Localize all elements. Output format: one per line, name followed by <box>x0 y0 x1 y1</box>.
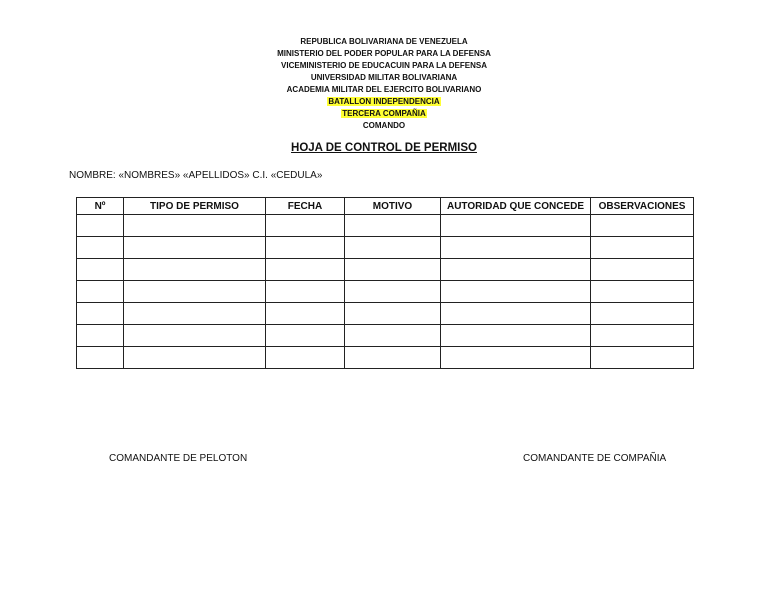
table-cell <box>345 347 441 369</box>
header-line-highlighted: BATALLON INDEPENDENCIA <box>328 97 440 106</box>
table-cell <box>124 303 266 325</box>
table-cell <box>124 281 266 303</box>
table-cell <box>345 259 441 281</box>
table-cell <box>441 325 591 347</box>
table-cell <box>124 237 266 259</box>
table-cell <box>124 325 266 347</box>
table-row <box>77 303 694 325</box>
table-cell <box>345 281 441 303</box>
header-line: ACADEMIA MILITAR DEL EJERCITO BOLIVARIANO <box>286 85 482 94</box>
column-header: TIPO DE PERMISO <box>124 198 266 215</box>
table-cell <box>124 215 266 237</box>
signature-left: COMANDANTE DE PELOTON <box>109 453 248 464</box>
table-cell <box>266 259 345 281</box>
table-cell <box>441 281 591 303</box>
header-line: COMANDO <box>362 121 406 130</box>
column-header: AUTORIDAD QUE CONCEDE <box>441 198 591 215</box>
table-cell <box>591 281 694 303</box>
table-cell <box>77 303 124 325</box>
column-header: MOTIVO <box>345 198 441 215</box>
table-cell <box>124 347 266 369</box>
table-cell <box>266 215 345 237</box>
table-cell <box>266 303 345 325</box>
table-cell <box>266 325 345 347</box>
table-row <box>77 215 694 237</box>
document-header <box>0 36 768 132</box>
table-cell <box>77 281 124 303</box>
header-line: VICEMINISTERIO DE EDUCACUIN PARA LA DEFENSA <box>281 61 487 70</box>
table-cell <box>77 215 124 237</box>
table-cell <box>591 215 694 237</box>
table-cell <box>77 259 124 281</box>
table-cell <box>345 303 441 325</box>
table-cell <box>345 215 441 237</box>
table-cell <box>77 347 124 369</box>
header-line: REPUBLICA BOLIVARIANA DE VENEZUELA <box>300 37 468 46</box>
header-line: UNIVERSIDAD MILITAR BOLIVARIANA <box>310 73 458 82</box>
table-cell <box>591 325 694 347</box>
table-row <box>77 259 694 281</box>
column-header: OBSERVACIONES <box>591 198 694 215</box>
table-cell <box>591 237 694 259</box>
table-cell <box>591 259 694 281</box>
table-header-row <box>77 198 694 215</box>
table-cell <box>441 237 591 259</box>
document-title: HOJA DE CONTROL DE PERMISO <box>291 142 477 154</box>
table-cell <box>441 347 591 369</box>
table-cell <box>266 281 345 303</box>
table-cell <box>345 237 441 259</box>
table-cell <box>77 325 124 347</box>
table-cell <box>124 259 266 281</box>
table-cell <box>591 303 694 325</box>
name-line: NOMBRE: «NOMBRES» «APELLIDOS» C.I. «CEDULA» <box>69 170 323 181</box>
table-row <box>77 237 694 259</box>
table-cell <box>441 259 591 281</box>
table-body <box>77 215 694 369</box>
table-cell <box>441 215 591 237</box>
column-header: Nº <box>77 198 124 215</box>
header-line-highlighted: TERCERA COMPAÑIA <box>342 109 426 118</box>
table-cell <box>266 237 345 259</box>
permission-control-table <box>76 197 694 369</box>
table-row <box>77 281 694 303</box>
table-cell <box>441 303 591 325</box>
table-row <box>77 325 694 347</box>
column-header: FECHA <box>266 198 345 215</box>
table-cell <box>77 237 124 259</box>
table-cell <box>266 347 345 369</box>
table-cell <box>591 347 694 369</box>
signature-right: COMANDANTE DE COMPAÑIA <box>523 453 667 464</box>
header-line: MINISTERIO DEL PODER POPULAR PARA LA DEFENSA <box>277 49 491 58</box>
table-cell <box>345 325 441 347</box>
table-row <box>77 347 694 369</box>
